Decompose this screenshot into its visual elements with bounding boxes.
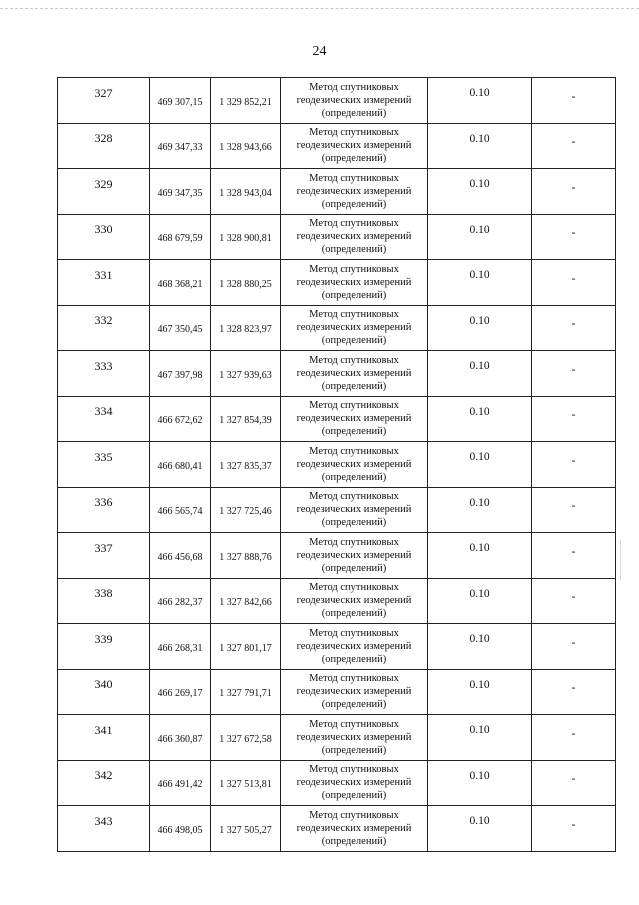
point-number-cell: [58, 624, 150, 670]
accuracy-value: 0.10: [469, 360, 490, 373]
method-line: (определений): [321, 244, 387, 256]
note-cell: [532, 305, 616, 351]
y-coordinate: 1 327 888,76: [219, 551, 272, 563]
method-cell: [281, 78, 428, 124]
method-line: Метод спутниковых: [309, 582, 399, 594]
accuracy-value: 0.10: [469, 587, 490, 600]
point-number: 332: [94, 313, 113, 328]
y-coordinate-cell: [211, 669, 281, 715]
x-coordinate-cell: [150, 624, 211, 670]
method-line: геодезических измерений: [296, 185, 412, 197]
y-coordinate: 1 328 880,25: [219, 278, 272, 290]
method-line: (определений): [321, 153, 387, 165]
accuracy-cell: [428, 533, 532, 579]
table-row: [58, 624, 616, 670]
method-line: (определений): [321, 653, 387, 665]
point-number: 337: [94, 540, 113, 555]
method-cell: [281, 214, 428, 260]
accuracy-value: 0.10: [469, 269, 490, 282]
note-value: -: [571, 589, 576, 604]
method-line: (определений): [321, 562, 387, 574]
note-cell: [532, 169, 616, 215]
note-value: -: [571, 361, 576, 376]
point-number: 329: [94, 176, 113, 191]
page-number: 24: [312, 44, 327, 59]
table-row: [58, 760, 616, 806]
point-number-cell: [58, 578, 150, 624]
table-row: [58, 578, 616, 624]
y-coordinate-cell: [211, 351, 281, 397]
method-line: геодезических измерений: [296, 549, 412, 561]
note-cell: [532, 624, 616, 670]
note-cell: [532, 806, 616, 852]
note-value: -: [571, 543, 576, 558]
note-cell: [532, 123, 616, 169]
y-coordinate-cell: [211, 715, 281, 761]
accuracy-cell: [428, 351, 532, 397]
x-coordinate-cell: [150, 351, 211, 397]
x-coordinate: 467 397,98: [157, 369, 203, 381]
y-coordinate: 1 329 852,21: [219, 96, 272, 108]
method-line: геодезических измерений: [296, 640, 412, 652]
method-line: (определений): [321, 608, 387, 620]
method-cell: [281, 260, 428, 306]
y-coordinate-cell: [211, 624, 281, 670]
x-coordinate: 466 565,74: [157, 506, 203, 518]
method-line: геодезических измерений: [296, 458, 412, 470]
point-number-cell: [58, 351, 150, 397]
method-line: Метод спутниковых: [309, 309, 399, 321]
method-line: Метод спутниковых: [309, 400, 399, 412]
method-cell: [281, 123, 428, 169]
method-line: Метод спутниковых: [309, 536, 399, 548]
note-value: -: [571, 634, 576, 649]
table-row: [58, 169, 616, 215]
y-coordinate-cell: [211, 260, 281, 306]
x-coordinate: 469 307,15: [157, 96, 203, 108]
method-line: Метод спутниковых: [309, 81, 399, 93]
x-coordinate: 468 368,21: [157, 278, 203, 290]
y-coordinate-cell: [211, 169, 281, 215]
point-number-cell: [58, 442, 150, 488]
x-coordinate: 466 360,87: [157, 733, 203, 745]
method-cell: [281, 305, 428, 351]
method-line: (определений): [321, 426, 387, 438]
point-number-cell: [58, 396, 150, 442]
point-number-cell: [58, 487, 150, 533]
point-number: 338: [94, 586, 113, 601]
y-coordinate-cell: [211, 442, 281, 488]
point-number: 342: [94, 768, 113, 783]
y-coordinate: 1 327 672,58: [219, 733, 272, 745]
y-coordinate: 1 327 791,71: [219, 688, 272, 700]
accuracy-cell: [428, 624, 532, 670]
note-value: -: [571, 407, 576, 422]
method-line: геодезических измерений: [296, 140, 412, 152]
y-coordinate: 1 328 943,66: [219, 142, 272, 154]
y-coordinate: 1 328 823,97: [219, 324, 272, 336]
x-coordinate-cell: [150, 578, 211, 624]
note-value: -: [571, 498, 576, 513]
x-coordinate-cell: [150, 715, 211, 761]
point-number: 343: [94, 813, 113, 828]
point-number-cell: [58, 305, 150, 351]
point-number: 339: [94, 631, 113, 646]
coordinates-table-body: [58, 78, 616, 852]
accuracy-value: 0.10: [469, 542, 490, 555]
y-coordinate: 1 327 801,17: [219, 642, 272, 654]
method-line: Метод спутниковых: [309, 718, 399, 730]
accuracy-value: 0.10: [469, 496, 490, 509]
method-cell: [281, 624, 428, 670]
table-row: [58, 260, 616, 306]
accuracy-cell: [428, 578, 532, 624]
accuracy-value: 0.10: [469, 769, 490, 782]
x-coordinate-cell: [150, 806, 211, 852]
method-line: Метод спутниковых: [309, 218, 399, 230]
x-coordinate: 469 347,35: [157, 187, 203, 199]
coordinates-table: [57, 77, 616, 852]
note-cell: [532, 442, 616, 488]
method-cell: [281, 578, 428, 624]
note-value: -: [571, 316, 576, 331]
y-coordinate-cell: [211, 806, 281, 852]
method-line: (определений): [321, 107, 387, 119]
table-row: [58, 305, 616, 351]
method-line: (определений): [321, 699, 387, 711]
method-line: геодезических измерений: [296, 777, 412, 789]
note-value: -: [571, 771, 576, 786]
method-line: (определений): [321, 471, 387, 483]
x-coordinate: 469 347,33: [157, 142, 203, 154]
y-coordinate: 1 327 854,39: [219, 415, 272, 427]
method-line: геодезических измерений: [296, 231, 412, 243]
note-value: -: [571, 270, 576, 285]
point-number-cell: [58, 533, 150, 579]
method-line: Метод спутниковых: [309, 127, 399, 139]
method-line: (определений): [321, 289, 387, 301]
x-coordinate: 466 268,31: [157, 642, 203, 654]
accuracy-cell: [428, 487, 532, 533]
x-coordinate: 466 672,62: [157, 415, 203, 427]
method-cell: [281, 169, 428, 215]
point-number-cell: [58, 78, 150, 124]
x-coordinate-cell: [150, 396, 211, 442]
point-number-cell: [58, 169, 150, 215]
accuracy-cell: [428, 669, 532, 715]
method-line: Метод спутниковых: [309, 445, 399, 457]
x-coordinate: 466 498,05: [157, 824, 203, 836]
y-coordinate: 1 327 939,63: [219, 369, 272, 381]
accuracy-cell: [428, 715, 532, 761]
accuracy-cell: [428, 123, 532, 169]
table-row: [58, 806, 616, 852]
y-coordinate-cell: [211, 760, 281, 806]
point-number: 327: [94, 85, 113, 100]
point-number: 341: [94, 722, 113, 737]
x-coordinate-cell: [150, 760, 211, 806]
point-number-cell: [58, 760, 150, 806]
accuracy-cell: [428, 442, 532, 488]
table-row: [58, 123, 616, 169]
note-value: -: [571, 725, 576, 740]
table-row: [58, 487, 616, 533]
x-coordinate: 468 679,59: [157, 233, 203, 245]
accuracy-cell: [428, 396, 532, 442]
x-coordinate-cell: [150, 123, 211, 169]
note-value: -: [571, 88, 576, 103]
x-coordinate: 466 282,37: [157, 597, 203, 609]
y-coordinate-cell: [211, 78, 281, 124]
accuracy-value: 0.10: [469, 724, 490, 737]
method-line: геодезических измерений: [296, 413, 412, 425]
method-line: (определений): [321, 744, 387, 756]
method-line: геодезических измерений: [296, 276, 412, 288]
scan-top-edge: [0, 8, 639, 9]
x-coordinate: 466 269,17: [157, 688, 203, 700]
x-coordinate-cell: [150, 487, 211, 533]
x-coordinate-cell: [150, 669, 211, 715]
note-cell: [532, 78, 616, 124]
note-cell: [532, 578, 616, 624]
y-coordinate-cell: [211, 123, 281, 169]
method-cell: [281, 760, 428, 806]
method-line: (определений): [321, 380, 387, 392]
accuracy-cell: [428, 214, 532, 260]
x-coordinate: 466 680,41: [157, 460, 203, 472]
note-value: -: [571, 179, 576, 194]
accuracy-value: 0.10: [469, 815, 490, 828]
accuracy-value: 0.10: [469, 405, 490, 418]
y-coordinate: 1 327 725,46: [219, 506, 272, 518]
x-coordinate-cell: [150, 260, 211, 306]
method-cell: [281, 396, 428, 442]
note-cell: [532, 260, 616, 306]
note-cell: [532, 351, 616, 397]
x-coordinate-cell: [150, 305, 211, 351]
method-cell: [281, 442, 428, 488]
x-coordinate-cell: [150, 533, 211, 579]
y-coordinate: 1 327 513,81: [219, 779, 272, 791]
y-coordinate-cell: [211, 305, 281, 351]
method-line: геодезических измерений: [296, 504, 412, 516]
accuracy-value: 0.10: [469, 178, 490, 191]
note-cell: [532, 487, 616, 533]
point-number: 335: [94, 449, 113, 464]
method-line: Метод спутниковых: [309, 764, 399, 776]
note-cell: [532, 760, 616, 806]
point-number-cell: [58, 260, 150, 306]
y-coordinate-cell: [211, 487, 281, 533]
table-row: [58, 669, 616, 715]
method-cell: [281, 669, 428, 715]
accuracy-value: 0.10: [469, 678, 490, 691]
point-number: 333: [94, 358, 113, 373]
method-cell: [281, 533, 428, 579]
point-number-cell: [58, 123, 150, 169]
y-coordinate: 1 327 842,66: [219, 597, 272, 609]
accuracy-value: 0.10: [469, 223, 490, 236]
x-coordinate-cell: [150, 78, 211, 124]
y-coordinate-cell: [211, 578, 281, 624]
x-coordinate: 467 350,45: [157, 324, 203, 336]
scan-edge-mark: [620, 540, 621, 580]
table-row: [58, 396, 616, 442]
method-line: (определений): [321, 835, 387, 847]
note-value: -: [571, 225, 576, 240]
x-coordinate-cell: [150, 442, 211, 488]
method-line: Метод спутниковых: [309, 673, 399, 685]
table-row: [58, 715, 616, 761]
method-line: (определений): [321, 335, 387, 347]
y-coordinate: 1 327 835,37: [219, 460, 272, 472]
table-row: [58, 78, 616, 124]
method-cell: [281, 487, 428, 533]
method-line: Метод спутниковых: [309, 354, 399, 366]
table-row: [58, 533, 616, 579]
accuracy-value: 0.10: [469, 314, 490, 327]
note-cell: [532, 669, 616, 715]
accuracy-value: 0.10: [469, 451, 490, 464]
method-line: (определений): [321, 790, 387, 802]
method-cell: [281, 806, 428, 852]
note-cell: [532, 715, 616, 761]
note-cell: [532, 214, 616, 260]
note-value: -: [571, 452, 576, 467]
x-coordinate-cell: [150, 214, 211, 260]
accuracy-cell: [428, 760, 532, 806]
point-number: 330: [94, 222, 113, 237]
accuracy-cell: [428, 260, 532, 306]
method-line: (определений): [321, 517, 387, 529]
note-value: -: [571, 816, 576, 831]
method-line: Метод спутниковых: [309, 263, 399, 275]
point-number: 328: [94, 131, 113, 146]
table-row: [58, 442, 616, 488]
table-row: [58, 351, 616, 397]
method-cell: [281, 715, 428, 761]
point-number-cell: [58, 715, 150, 761]
x-coordinate: 466 456,68: [157, 551, 203, 563]
x-coordinate: 466 491,42: [157, 779, 203, 791]
table-row: [58, 214, 616, 260]
note-cell: [532, 396, 616, 442]
method-line: геодезических измерений: [296, 822, 412, 834]
point-number-cell: [58, 214, 150, 260]
y-coordinate: 1 328 943,04: [219, 187, 272, 199]
accuracy-value: 0.10: [469, 132, 490, 145]
point-number-cell: [58, 669, 150, 715]
note-value: -: [571, 680, 576, 695]
method-line: геодезических измерений: [296, 686, 412, 698]
y-coordinate-cell: [211, 214, 281, 260]
method-cell: [281, 351, 428, 397]
method-line: геодезических измерений: [296, 367, 412, 379]
method-line: Метод спутниковых: [309, 809, 399, 821]
method-line: геодезических измерений: [296, 94, 412, 106]
point-number: 334: [94, 404, 113, 419]
method-line: Метод спутниковых: [309, 627, 399, 639]
x-coordinate-cell: [150, 169, 211, 215]
method-line: геодезических измерений: [296, 731, 412, 743]
point-number: 331: [94, 267, 113, 282]
y-coordinate: 1 328 900,81: [219, 233, 272, 245]
method-line: (определений): [321, 198, 387, 210]
accuracy-cell: [428, 78, 532, 124]
point-number: 336: [94, 495, 113, 510]
method-line: Метод спутниковых: [309, 172, 399, 184]
accuracy-value: 0.10: [469, 633, 490, 646]
y-coordinate-cell: [211, 396, 281, 442]
method-line: геодезических измерений: [296, 595, 412, 607]
accuracy-value: 0.10: [469, 87, 490, 100]
note-cell: [532, 533, 616, 579]
y-coordinate-cell: [211, 533, 281, 579]
point-number: 340: [94, 677, 113, 692]
accuracy-cell: [428, 806, 532, 852]
accuracy-cell: [428, 169, 532, 215]
accuracy-cell: [428, 305, 532, 351]
y-coordinate: 1 327 505,27: [219, 824, 272, 836]
method-line: Метод спутниковых: [309, 491, 399, 503]
point-number-cell: [58, 806, 150, 852]
method-line: геодезических измерений: [296, 322, 412, 334]
note-value: -: [571, 134, 576, 149]
